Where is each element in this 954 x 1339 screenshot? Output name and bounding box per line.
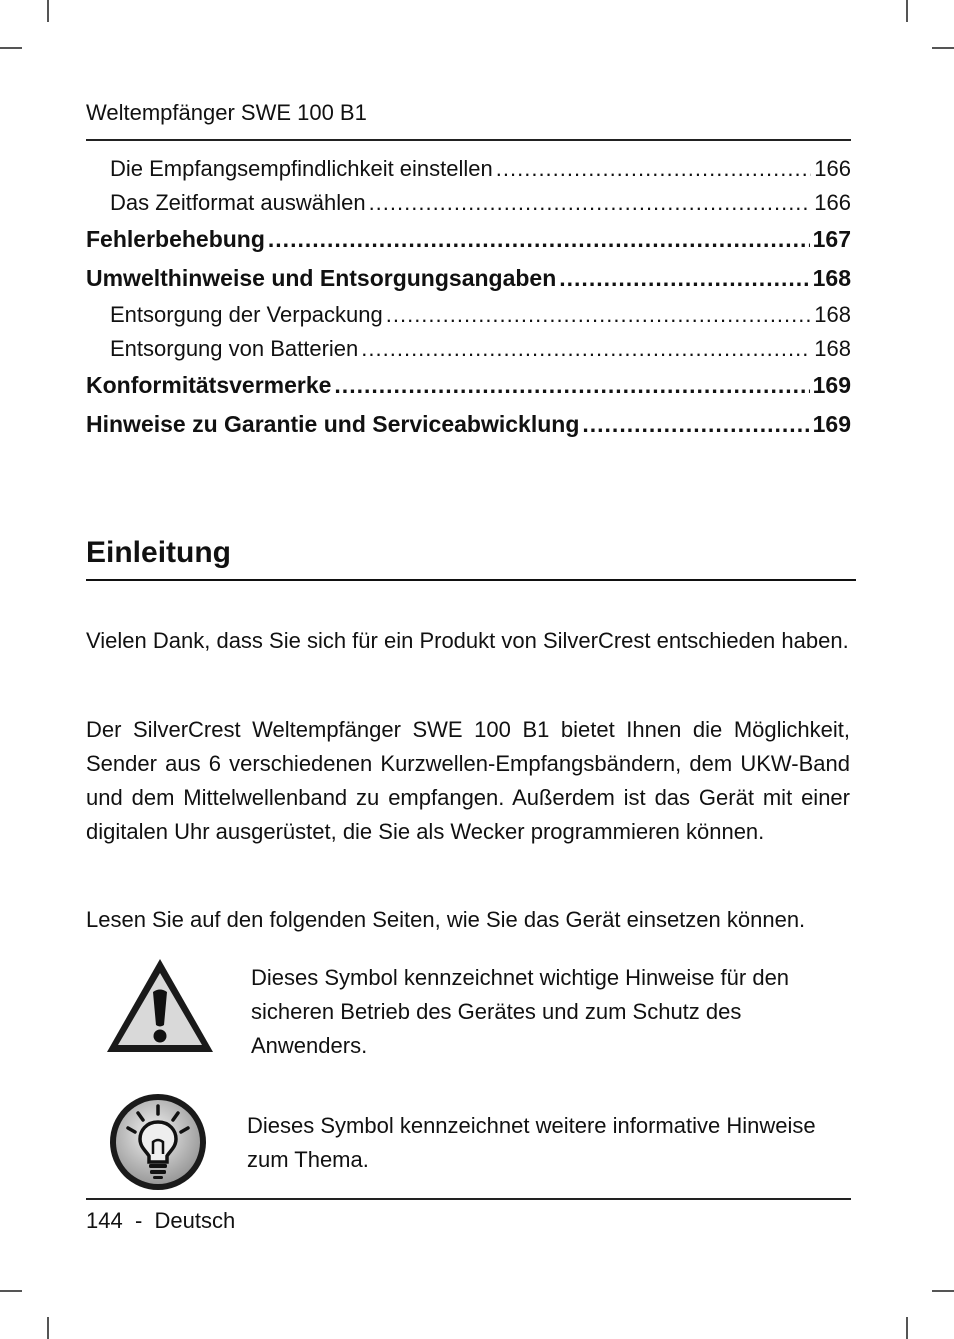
table-of-contents (86, 152, 851, 444)
footer-rule (86, 1198, 851, 1200)
info-note-text: Dieses Symbol kennzeichnet weitere informative Hinweise zum Thema. (247, 1113, 816, 1172)
crop-mark (906, 1317, 908, 1339)
toc-entry[interactable] (86, 259, 851, 298)
running-header: Weltempfänger SWE 100 B1 (86, 100, 367, 125)
toc-entry[interactable] (86, 366, 851, 405)
toc-dot-leader (361, 332, 811, 366)
section-heading-rule (86, 579, 856, 581)
toc-entry-title: Hinweise zu Garantie und Serviceabwicklung (86, 411, 580, 437)
section-heading: Einleitung (86, 536, 231, 569)
toc-entry-title: Umwelthinweise und Entsorgungsangaben (86, 265, 557, 291)
toc-dot-leader (559, 259, 809, 298)
crop-mark (47, 1317, 49, 1339)
reading-hint-paragraph: Lesen Sie auf den folgenden Seiten, wie Sie das Gerät einsetzen können. (86, 907, 806, 932)
toc-entry-page: 168 (814, 302, 851, 327)
warning-triangle-icon (104, 956, 216, 1056)
crop-mark (0, 47, 22, 49)
toc-entry-title: Fehlerbehebung (86, 226, 265, 252)
crop-mark (906, 0, 908, 22)
page-footer (86, 1208, 235, 1234)
toc-entry[interactable] (86, 220, 851, 259)
toc-entry[interactable] (86, 186, 851, 220)
toc-dot-leader (386, 298, 812, 332)
toc-entry-page: 169 (812, 411, 851, 437)
crop-mark (932, 47, 954, 49)
intro-paragraph: Vielen Dank, dass Sie sich für ein Produkt von SilverCrest entschieden haben. (86, 628, 849, 653)
description-paragraph: Der SilverCrest Weltempfänger SWE 100 B1 bietet Ihnen die Möglichkeit, Sender aus 6 verschiedenen Kurzwellen-Empfangsbändern, dem UKW-Band und dem Mittelwellenband zu empfangen. Außerdem ist das Gerät mit einer digitalen Uhr ausgerüstet, die Sie als Wecker programmieren können. (86, 717, 850, 844)
toc-entry-page: 168 (812, 265, 851, 291)
toc-dot-leader (334, 366, 809, 405)
toc-entry-title: Das Zeitformat auswählen (110, 190, 366, 215)
crop-mark (47, 0, 49, 22)
toc-dot-leader (268, 220, 810, 259)
toc-dot-leader (496, 152, 812, 186)
crop-mark (932, 1290, 954, 1292)
toc-dot-leader (369, 186, 812, 220)
warning-note-text: Dieses Symbol kennzeichnet wichtige Hinweise für den sicheren Betrieb des Gerätes und zum Schutz des Anwenders. (251, 965, 790, 1058)
toc-entry[interactable] (86, 152, 851, 186)
toc-entry[interactable] (86, 405, 851, 444)
toc-entry-page: 166 (814, 190, 851, 215)
toc-entry-page: 167 (812, 226, 851, 252)
footer-separator: - (134, 1208, 143, 1233)
crop-mark (0, 1290, 22, 1292)
toc-entry[interactable] (86, 332, 851, 366)
toc-entry[interactable] (86, 298, 851, 332)
light-bulb-icon (108, 1092, 208, 1192)
toc-entry-title: Konformitätsvermerke (86, 372, 332, 398)
toc-entry-page: 166 (814, 156, 851, 181)
footer-language: Deutsch (154, 1208, 236, 1233)
toc-entry-title: Entsorgung der Verpackung (110, 302, 383, 327)
toc-dot-leader (582, 405, 809, 444)
toc-entry-page: 168 (814, 336, 851, 361)
page-number: 144 (86, 1208, 123, 1233)
header-rule (86, 139, 851, 141)
toc-entry-title: Die Empfangsempfindlichkeit einstellen (110, 156, 493, 181)
toc-entry-page: 169 (812, 372, 851, 398)
toc-entry-title: Entsorgung von Batterien (110, 336, 359, 361)
